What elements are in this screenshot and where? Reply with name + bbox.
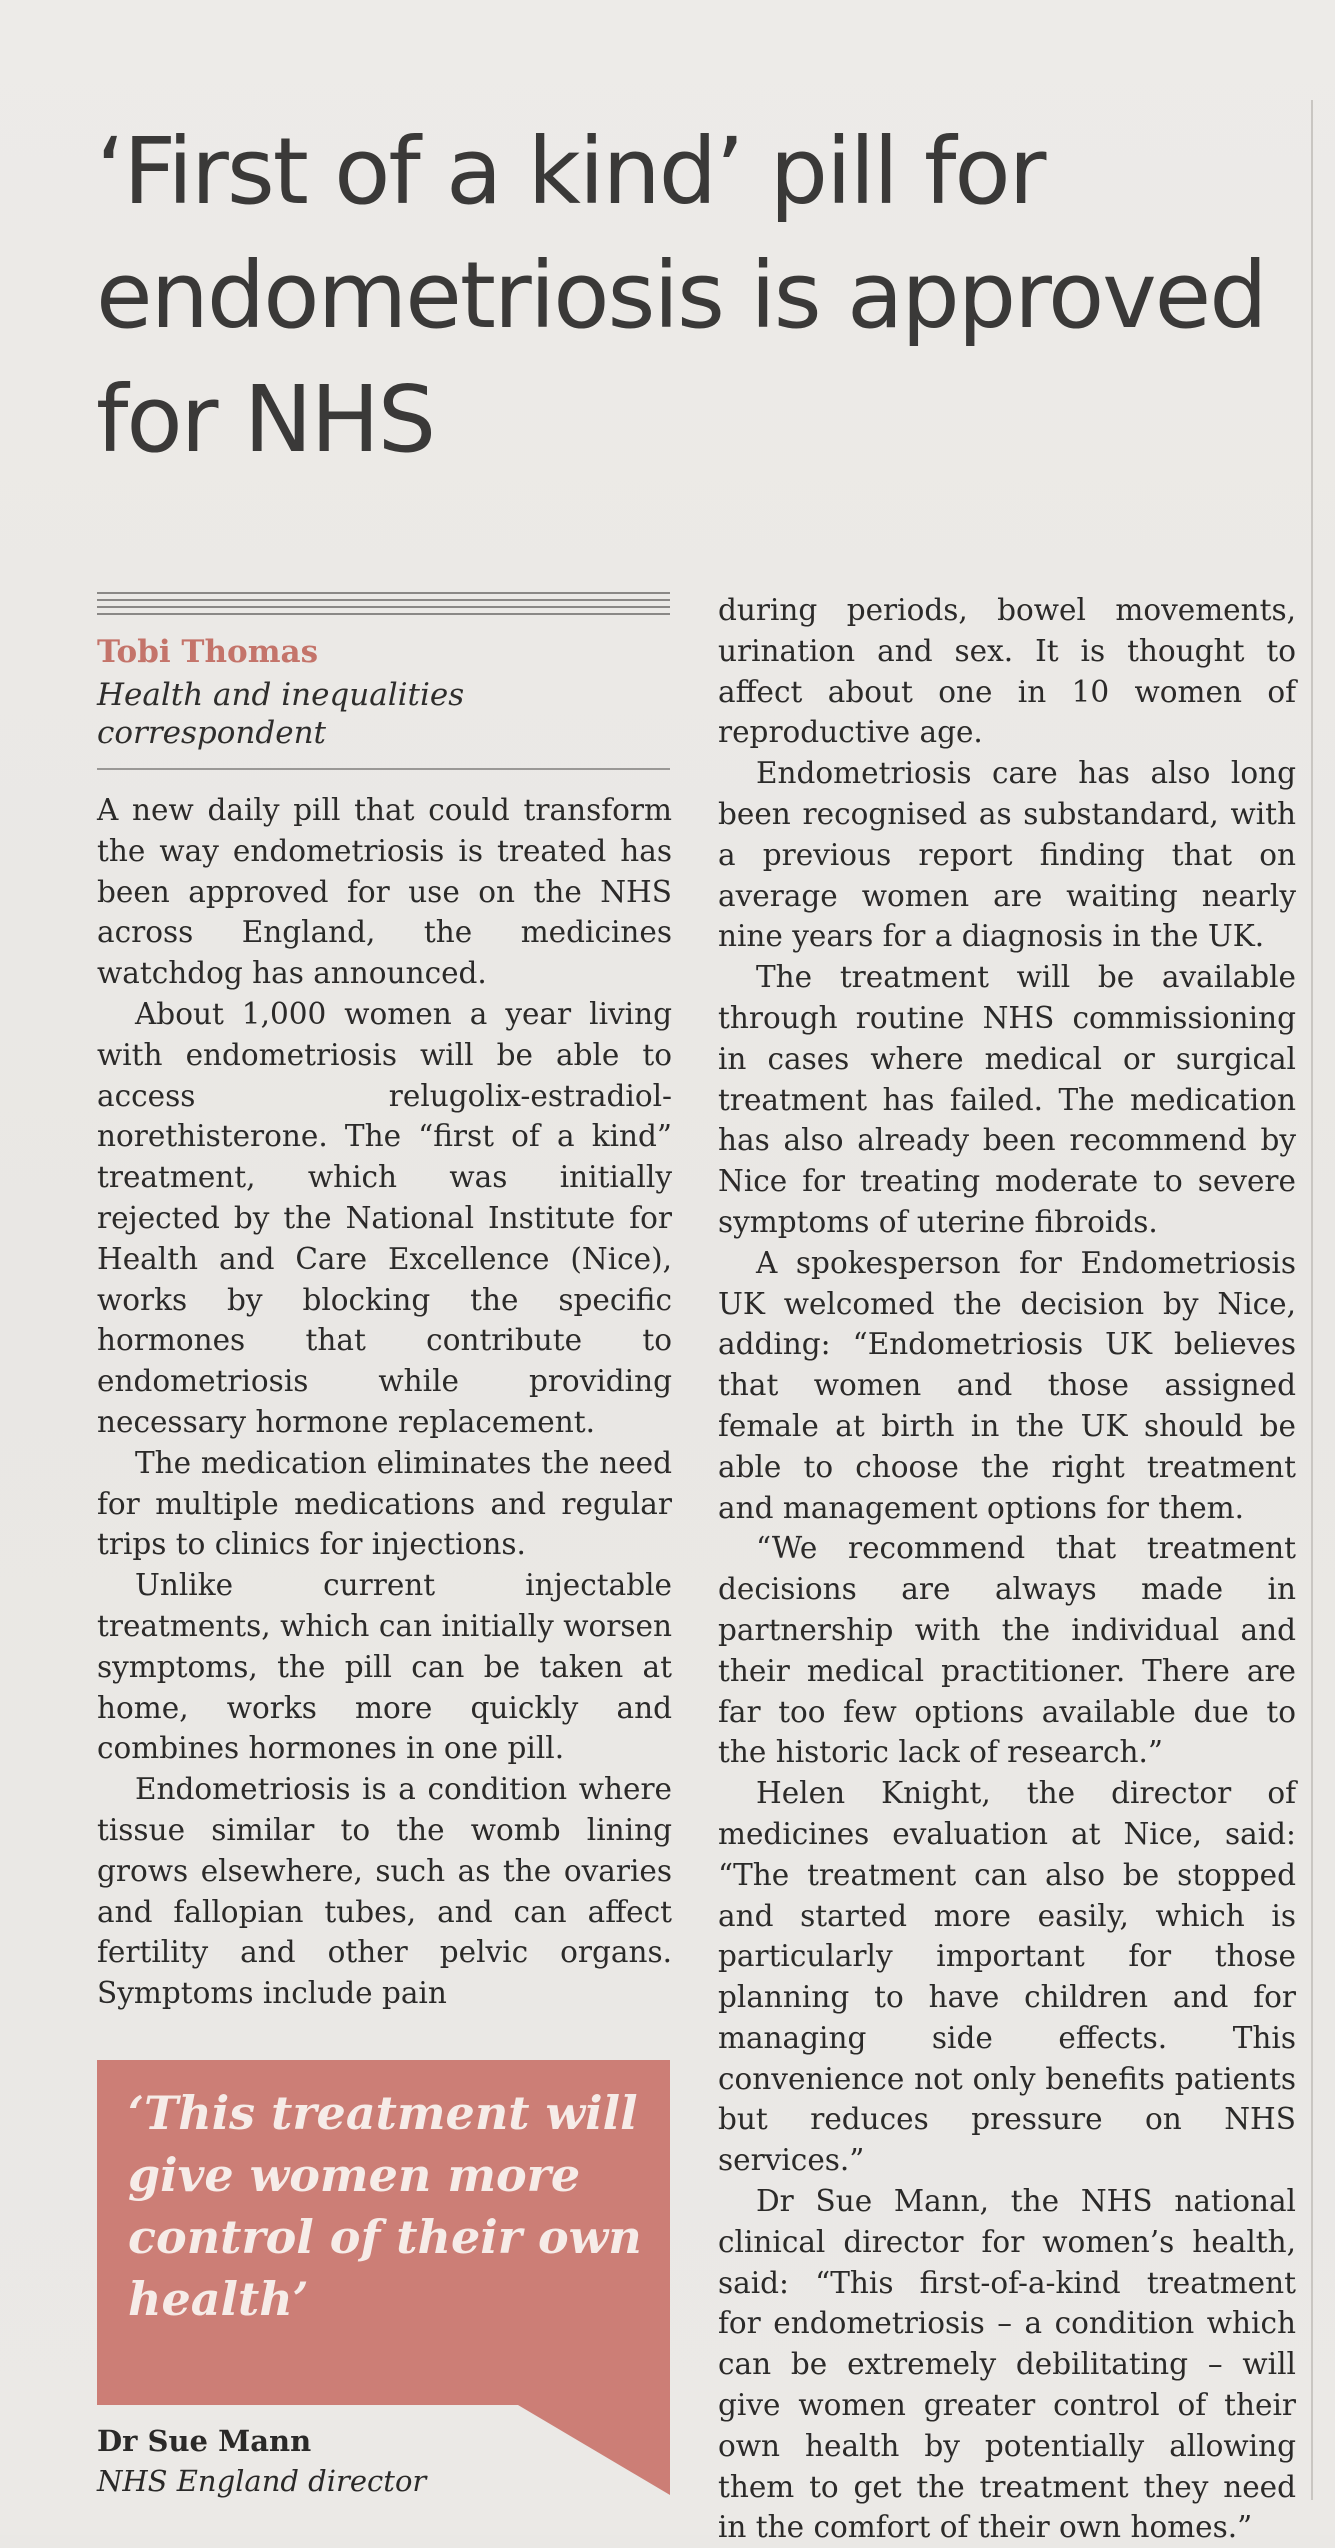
paragraph: About 1,000 women a year living with endometriosis will be able to access relugolix-estradiol-norethisterone. The “first of a kind” treatment, which was initially rejected by the National Institute for Health and Care Excellence (Nice), works by blocking the specific hormones that contribute to endometriosis while providing necessary hormone replacement. — [97, 996, 672, 1439]
article-column-1 — [97, 790, 672, 2014]
author-name: Tobi Thomas — [97, 634, 319, 670]
article-column-2 — [718, 590, 1296, 2548]
headline: ‘First of a kind’ pill for endometriosis is approved for NHS — [96, 118, 1266, 473]
paragraph: A new daily pill that could transform the way endometriosis is treated has been approved for use on the NHS across England, the medicines watchdog has announced. — [97, 793, 672, 991]
column-divider — [1311, 100, 1313, 2500]
pull-quote-tail — [518, 2405, 670, 2495]
paragraph: Endometriosis is a condition where tissue similar to the womb lining grows elsewhere, such as the ovaries and fallopian tubes, and can affect fertility and other pelvic organs. Symptoms include pain — [97, 1772, 672, 2011]
paragraph: Dr Sue Mann, the NHS national clinical director for women’s health, said: “This first-of-a-kind treatment for endometriosis – a condition which can be extremely debilitating – will give women greater control of their own health by potentially allowing them to get the treatment they need in the comfort of their own homes.” — [718, 2184, 1296, 2545]
byline-rules — [97, 592, 670, 620]
paragraph: The medication eliminates the need for multiple medications and regular trips to clinics for injections. — [97, 1445, 672, 1562]
paragraph: A spokesperson for Endometriosis UK welcomed the decision by Nice, adding: “Endometriosis UK believes that women and those assigned female at birth in the UK should be able to choose the right treatment and management options for them. — [718, 1245, 1296, 1525]
paragraph: Endometriosis care has also long been recognised as substandard, with a previous report finding that on average women are waiting nearly nine years for a diagnosis in the UK. — [718, 756, 1296, 954]
paragraph: “We recommend that treatment decisions are always made in partnership with the individual and their medical practitioner. There are far too few options available due to the historic lack of research.” — [718, 1531, 1296, 1770]
byline-divider — [97, 768, 670, 770]
paragraph: during periods, bowel movements, urination and sex. It is thought to affect about one in 10 women of reproductive age. — [718, 593, 1296, 750]
pull-quote-attribution-role: NHS England director — [97, 2464, 427, 2498]
pull-quote-text: ‘This treatment will give women more control of their own health’ — [128, 2086, 642, 2326]
paragraph: Helen Knight, the director of medicines evaluation at Nice, said: “The treatment can also be stopped and started more easily, which is particularly important for those planning to have children and for managing side effects. This convenience not only benefits patients but reduces pressure on NHS services.” — [718, 1776, 1296, 2178]
pull-quote-attribution-name: Dr Sue Mann — [97, 2424, 312, 2458]
author-role: Health and inequalities correspondent — [97, 677, 465, 751]
paragraph: Unlike current injectable treatments, which can initially worsen symptoms, the pill can be taken at home, works more quickly and combines hormones in one pill. — [97, 1568, 672, 1766]
paragraph: The treatment will be available through routine NHS commissioning in cases where medical or surgical treatment has failed. The medication has also already been recommend by Nice for treating moderate to severe symptoms of uterine fibroids. — [718, 960, 1296, 1239]
